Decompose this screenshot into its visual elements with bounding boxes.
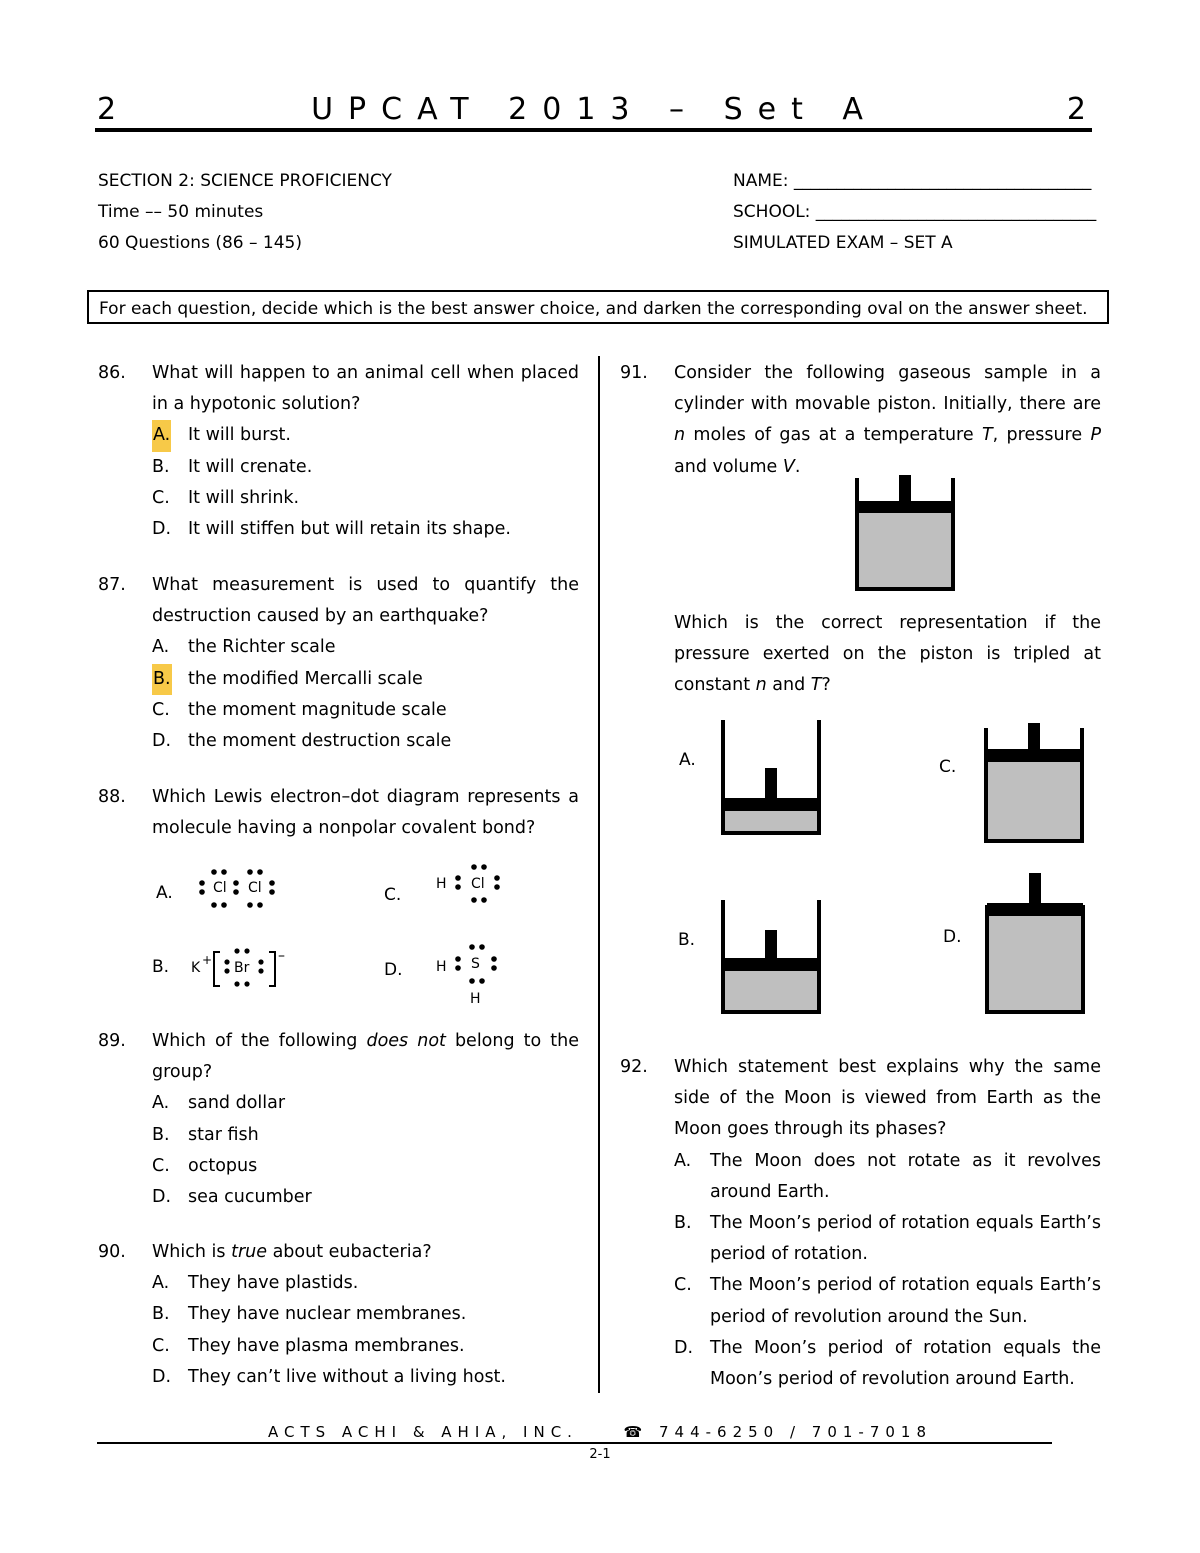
question-91-prompt: [674, 608, 1101, 702]
footer-rule: [97, 1442, 1052, 1444]
piston-choice-a[interactable]: [723, 720, 819, 833]
question-stem: Which statement best explains why the same side of the Moon is viewed from Earth as the Moon goes through its phases?: [674, 1057, 1101, 1140]
svg-text:–: –: [278, 948, 285, 964]
question-86: [98, 358, 579, 545]
lewis-structure-b: [191, 948, 285, 987]
option-d[interactable]: [152, 1362, 579, 1393]
option-text: The Moon does not rotate as it revolves around Earth.: [710, 1150, 1101, 1202]
option-c[interactable]: [152, 1331, 579, 1362]
question-88: [98, 782, 579, 844]
option-label: C.: [152, 487, 170, 508]
option-text: It will burst.: [188, 425, 291, 446]
svg-text:H: H: [470, 991, 481, 1007]
choice-a-label[interactable]: A.: [679, 750, 696, 770]
phone-numbers: 744-6250 / 701-7018: [658, 1423, 933, 1441]
option-label: B.: [152, 664, 172, 695]
option-label: C.: [152, 699, 170, 720]
option-label: D.: [152, 519, 172, 540]
telephone-icon: ☎: [623, 1423, 649, 1441]
option-text: It will crenate.: [188, 456, 313, 477]
question-stem: Which is true about eubacteria?: [152, 1242, 432, 1262]
section-time: Time –– 50 minutes: [98, 202, 264, 222]
page-number: 2-1: [589, 1447, 611, 1462]
question-stem: Consider the following gaseous sample in a cylinder with movable piston. Initially, there are n moles of gas at a temperature T, pressure P and volume V.: [674, 363, 1101, 477]
question-87: [98, 570, 579, 757]
option-label: A.: [152, 420, 171, 451]
piston-answer-choices: [670, 715, 1100, 1020]
option-text: The Moon’s period of rotation equals the Moon’s period of revolution around Earth.: [710, 1337, 1101, 1390]
question-91: [620, 358, 1101, 483]
question-number: 91.: [620, 363, 648, 383]
option-text: the Richter scale: [188, 637, 336, 658]
option-a[interactable]: [152, 1268, 579, 1299]
option-d[interactable]: [152, 726, 579, 757]
section-question-count: 60 Questions (86 – 145): [98, 233, 302, 253]
page-number-right: 2: [1066, 92, 1086, 127]
piston-choice-d[interactable]: [987, 873, 1083, 1012]
lewis-dot-diagrams: [140, 860, 520, 1010]
option-c[interactable]: [152, 483, 579, 514]
option-label: B.: [152, 456, 170, 477]
question-number: 89.: [98, 1031, 126, 1051]
option-b[interactable]: [674, 1208, 1101, 1270]
option-text: sand dollar: [188, 1093, 286, 1114]
option-text: They have nuclear membranes.: [188, 1304, 467, 1325]
option-c[interactable]: [152, 1151, 579, 1182]
header-rule: [95, 128, 1092, 132]
svg-text:Cl: Cl: [471, 876, 485, 892]
name-field[interactable]: NAME: ___________________________________: [733, 171, 1092, 191]
option-text: They can’t live without a living host.: [188, 1366, 506, 1387]
choice-b-label[interactable]: B.: [152, 957, 170, 977]
option-text: They have plasma membranes.: [188, 1335, 465, 1356]
option-label: C.: [152, 1155, 170, 1176]
question-number: 87.: [98, 575, 126, 595]
initial-piston-cylinder: [850, 472, 960, 594]
svg-text:K: K: [191, 960, 201, 976]
school-field[interactable]: SCHOOL: _________________________________: [733, 202, 1097, 222]
option-a[interactable]: [152, 420, 579, 451]
option-text: They have plastids.: [188, 1273, 359, 1294]
piston-choice-c[interactable]: [986, 723, 1082, 841]
company-name: ACTS ACHI & AHIA, INC.: [267, 1423, 578, 1441]
question-prompt: Which is the correct representation if the pressure exerted on the piston is tripled at constant n and T?: [674, 613, 1101, 696]
option-label: A.: [674, 1150, 692, 1171]
option-label: A.: [152, 637, 170, 658]
choice-c-label[interactable]: C.: [939, 757, 957, 777]
question-90: [98, 1237, 579, 1393]
question-number: 90.: [98, 1242, 126, 1262]
option-text: octopus: [188, 1155, 258, 1176]
student-info: [733, 166, 1096, 259]
svg-text:H: H: [436, 876, 447, 892]
option-label: D.: [152, 1187, 172, 1208]
option-text: sea cucumber: [188, 1187, 312, 1208]
question-stem: What will happen to an animal cell when placed in a hypotonic solution?: [152, 363, 579, 415]
question-89: [98, 1026, 579, 1213]
option-d[interactable]: [152, 514, 579, 545]
lewis-structure-a: [199, 869, 275, 908]
question-number: 88.: [98, 787, 126, 807]
question-stem: Which of the following does not belong to the group?: [152, 1031, 579, 1083]
choice-d-label[interactable]: D.: [384, 960, 403, 980]
question-92: [620, 1052, 1101, 1395]
option-c[interactable]: [674, 1270, 1101, 1332]
option-a[interactable]: [152, 1088, 579, 1119]
footer: [0, 1423, 1200, 1441]
question-stem: Which Lewis electron–dot diagram represents a molecule having a nonpolar covalent bond?: [152, 787, 579, 839]
section-info: [98, 166, 392, 259]
section-title: SECTION 2: SCIENCE PROFICIENCY: [98, 171, 392, 191]
option-label: C.: [674, 1275, 692, 1296]
choice-c-label[interactable]: C.: [384, 885, 402, 905]
option-text: the moment magnitude scale: [188, 699, 447, 720]
option-label: D.: [152, 1366, 172, 1387]
option-text: It will shrink.: [188, 487, 300, 508]
question-number: 92.: [620, 1057, 648, 1077]
svg-text:S: S: [471, 956, 480, 972]
option-label: D.: [152, 731, 172, 752]
page-header: [97, 92, 1092, 132]
option-d[interactable]: [674, 1333, 1101, 1395]
option-label: B.: [674, 1213, 692, 1234]
option-label: D.: [674, 1337, 694, 1358]
instructions-box: For each question, decide which is the best answer choice, and darken the corresponding oval on the answer sheet.: [87, 290, 1109, 324]
option-text: star fish: [188, 1124, 259, 1145]
piston-choice-b[interactable]: [723, 900, 819, 1012]
option-label: B.: [152, 1304, 170, 1325]
page-number-left: 2: [97, 92, 117, 127]
option-label: C.: [152, 1335, 170, 1356]
option-label: B.: [152, 1124, 170, 1145]
option-b[interactable]: [152, 1120, 579, 1151]
svg-text:Cl: Cl: [248, 880, 262, 896]
option-text: It will stiffen but will retain its shape.: [188, 519, 511, 540]
option-text: the modified Mercalli scale: [188, 668, 423, 689]
option-a[interactable]: [152, 632, 579, 663]
option-label: A.: [152, 1093, 170, 1114]
choice-d-label[interactable]: D.: [943, 927, 962, 947]
option-d[interactable]: [152, 1182, 579, 1213]
option-text: The Moon’s period of rotation equals Earth’s period of rotation.: [710, 1213, 1101, 1265]
lewis-structure-d: [436, 944, 497, 1007]
option-b[interactable]: [152, 664, 579, 695]
option-b[interactable]: [152, 1299, 579, 1330]
option-text: the moment destruction scale: [188, 731, 452, 752]
lewis-structure-c: [436, 864, 500, 903]
choice-b-label[interactable]: B.: [678, 930, 696, 950]
column-divider: [598, 356, 600, 1393]
svg-text:H: H: [436, 959, 447, 975]
exam-label: SIMULATED EXAM – SET A: [733, 233, 953, 253]
svg-text:Br: Br: [234, 960, 250, 976]
option-label: A.: [152, 1273, 170, 1294]
page-title: UPCAT 2013 – Set A: [311, 92, 878, 127]
svg-text:Cl: Cl: [213, 880, 227, 896]
choice-a-label[interactable]: A.: [156, 883, 173, 903]
svg-text:+: +: [202, 953, 213, 967]
option-b[interactable]: [152, 452, 579, 483]
option-a[interactable]: [674, 1146, 1101, 1208]
option-text: The Moon’s period of rotation equals Earth’s period of revolution around the Sun.: [710, 1275, 1101, 1327]
question-stem: What measurement is used to quantify the destruction caused by an earthquake?: [152, 575, 579, 627]
option-c[interactable]: [152, 695, 579, 726]
question-number: 86.: [98, 363, 126, 383]
